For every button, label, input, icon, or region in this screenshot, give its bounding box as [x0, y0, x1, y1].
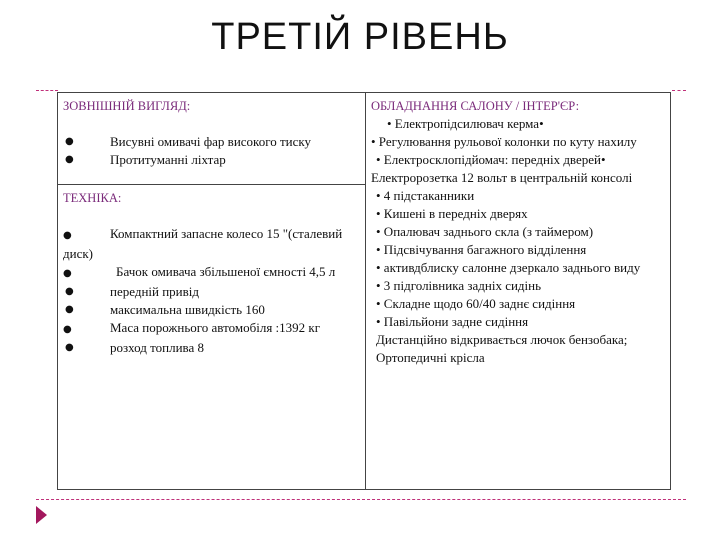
interior-heading: ОБЛАДНАННЯ САЛОНУ / ІНТЕР'ЄР: — [371, 99, 580, 113]
interior-item: Дистанційно відкривається лючок бензобака; — [376, 332, 628, 347]
list-item — [63, 263, 360, 283]
interior-item: • Електросклопідйомач: передніх дверей• — [376, 152, 606, 167]
exterior-heading: ЗОВНІШНІЙ ВИГЛЯД: — [63, 99, 191, 113]
divider-bottom — [36, 499, 686, 500]
technical-item: Маса порожнього автомобіля :1392 кг — [110, 320, 321, 335]
interior-item: • Кишені в передніх дверях — [376, 206, 528, 221]
interior-item: • Павільйони задне сидіння — [376, 314, 529, 329]
interior-item: • 3 підголівника задніх сидінь — [376, 278, 542, 293]
list-item — [63, 225, 360, 263]
interior-item: • Регулювання рульової колонки по куту нахилу — [371, 134, 637, 149]
specs-table — [57, 92, 671, 490]
exterior-item: Протитуманні ліхтар — [110, 152, 226, 167]
bullet-icon: ● — [65, 154, 74, 165]
bullet-icon: ● — [65, 304, 74, 315]
list-item — [63, 339, 360, 357]
interior-item: • Складне щодо 60/40 заднє сидіння — [376, 296, 576, 311]
bullet-icon: ● — [65, 136, 74, 147]
technical-item: максимальна швидкість 160 — [110, 302, 265, 317]
list-item — [63, 319, 360, 339]
interior-item: • активдблиску салонне дзеркало заднього виду — [376, 260, 641, 275]
exterior-item: Висувні омивачі фар високого тиску — [110, 134, 311, 149]
technical-item: Бачок омивача збільшеної ємності 4,5 л — [116, 264, 336, 279]
slide-title: ТРЕТІЙ РІВЕНЬ — [211, 16, 509, 58]
interior-item: Електророзетка 12 вольт в центральній консолі — [371, 170, 633, 185]
interior-item: • Опалювач заднього скла (з таймером) — [376, 224, 594, 239]
bullet-icon: ● — [65, 342, 74, 353]
bullet-icon: ● — [63, 268, 72, 279]
divider-top-left — [36, 90, 58, 91]
list-item — [63, 283, 360, 301]
bullet-icon: ● — [63, 324, 72, 335]
interior-item: • 4 підстаканники — [376, 188, 475, 203]
list-item — [63, 151, 360, 169]
bullet-icon: ● — [65, 286, 74, 297]
technical-heading: ТЕХНІКА: — [63, 191, 122, 205]
interior-item: • Електропідсилювач керма• — [387, 116, 544, 131]
divider-top-right — [672, 90, 686, 91]
bullet-icon: ● — [63, 230, 72, 241]
list-item — [63, 133, 360, 151]
interior-item: Ортопедичні крісла — [376, 350, 485, 365]
technical-item: передній привід — [110, 284, 199, 299]
technical-item: розход топлива 8 — [110, 340, 205, 355]
interior-cell — [366, 93, 671, 490]
technical-cell — [58, 185, 366, 490]
interior-item: • Підсвічування багажного відділення — [376, 242, 587, 257]
exterior-cell — [58, 93, 366, 185]
list-item — [63, 301, 360, 319]
technical-item: Компактний запасне колесо 15 "(сталевий диск) — [63, 226, 343, 261]
arrow-icon — [36, 506, 47, 524]
